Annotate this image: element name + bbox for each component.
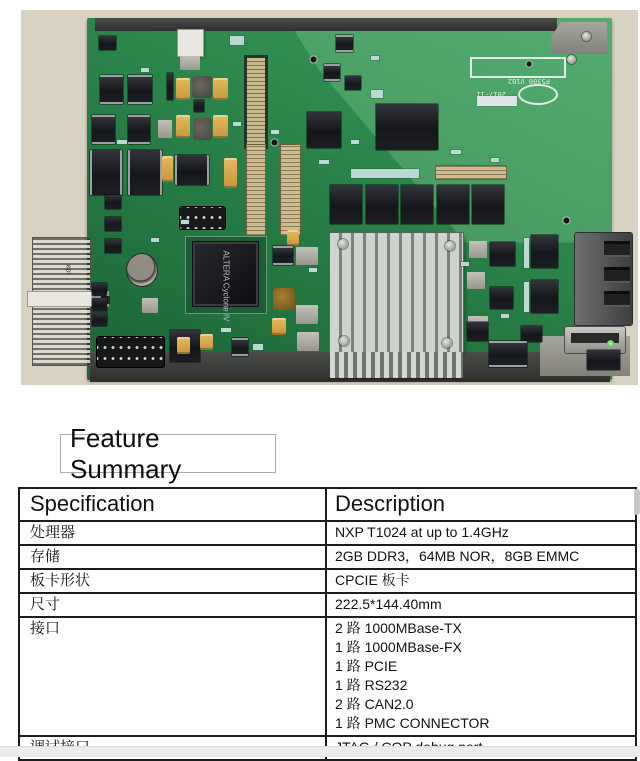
pcb-component (469, 241, 487, 258)
desc-line: 2 路 1000MBase-TX (335, 620, 462, 636)
pcb-component (524, 238, 529, 268)
ddr3-chip (401, 185, 433, 224)
led-green (607, 340, 614, 347)
cpu-heatsink-fins (330, 352, 463, 378)
pcb-component (253, 344, 263, 350)
flash-chip (376, 104, 438, 150)
pcb-component (521, 326, 542, 342)
pcb-component (351, 169, 419, 178)
desc-cell (325, 522, 635, 544)
desc-line: 2 路 CAN2.0 (335, 696, 414, 712)
pcb-component (233, 122, 241, 126)
card-top-rail (95, 18, 557, 31)
rj45-port (604, 241, 630, 257)
pcb-component (324, 64, 340, 81)
pcb-component (151, 238, 159, 242)
desc-line: NXP T1024 at up to 1.4GHz (335, 524, 509, 540)
spec-cell: 处理器 (30, 525, 76, 541)
pcb-component (176, 115, 190, 138)
rj45-port (604, 267, 630, 283)
rj45-dual-connector (575, 233, 632, 325)
pcb-component (92, 115, 115, 144)
pcb-component (92, 313, 107, 326)
pcb-component (194, 100, 204, 112)
pcb-component (567, 55, 576, 64)
desc-cell (325, 618, 635, 735)
rj45-port (604, 291, 630, 307)
pcb-component (213, 78, 228, 100)
pcb-component (461, 262, 469, 266)
table-row (20, 592, 635, 616)
idc-header-10pin (180, 207, 225, 229)
pcb-component (338, 239, 348, 249)
pcb-component (491, 158, 499, 162)
desc-line: 1 路 PMC CONNECTOR (335, 715, 490, 731)
pcb-component (467, 322, 488, 341)
connector-brand-label: ept (64, 264, 72, 275)
pcb-component (587, 350, 620, 370)
desc-line: 1 路 PCIE (335, 658, 398, 674)
pcb-component (117, 140, 127, 144)
desc-line: CPCIE 板卡 (335, 572, 410, 588)
table-row (20, 616, 635, 735)
pcb-component (128, 150, 162, 195)
pcb-component (128, 115, 150, 144)
pcb-component (100, 75, 123, 104)
spec-cell: 接口 (30, 621, 61, 637)
pmc-connector (281, 145, 300, 235)
pcb-component (105, 217, 121, 231)
desc-line: 2GB DDR3，64MB NOR，8GB EMMC (335, 548, 580, 564)
page-bottom-strip (0, 746, 640, 757)
pcb-component (176, 78, 190, 100)
silkscreen-box (470, 57, 566, 78)
ddr3-chip (437, 185, 469, 224)
pcb-component (175, 155, 209, 185)
ddr3-chip (472, 185, 504, 224)
desc-line: 222.5*144.40mm (335, 596, 442, 612)
pcb-component (297, 332, 319, 351)
pcb-component (105, 195, 121, 209)
pcb-component (309, 268, 317, 272)
pcb-component (582, 32, 591, 41)
pcb-component (193, 118, 212, 140)
pcb-component (273, 246, 293, 265)
pcb-component (501, 314, 509, 318)
pcb-component (309, 55, 318, 64)
pcb-component (142, 298, 158, 313)
pcb-component (181, 220, 189, 224)
pcb-component (531, 235, 558, 268)
pcb-component (230, 36, 244, 45)
pcb-component (224, 158, 237, 188)
pcb-component (213, 115, 228, 138)
pcb-component (141, 68, 149, 72)
desc-line: 1 路 RS232 (335, 677, 408, 693)
pcb-component (336, 35, 353, 52)
top-right-bracket (551, 22, 607, 54)
pcb-component (221, 328, 231, 332)
pcb-component (467, 272, 485, 289)
coin-battery-holder (127, 254, 157, 286)
pcb-component (489, 341, 527, 367)
crystal (158, 120, 172, 138)
pcb-component (562, 216, 571, 225)
pcb-component (436, 166, 506, 179)
desc-cell (325, 546, 635, 568)
pcb-component (128, 75, 152, 104)
header-specification: Specification (30, 491, 155, 516)
cpu-heatsink (330, 233, 463, 352)
pcb-component (442, 338, 452, 348)
scrollbar-thumb[interactable] (634, 489, 640, 515)
fpga-label: ALTERA Cyclone IV (221, 250, 231, 322)
pcb-component (490, 287, 513, 309)
pcb-component (351, 140, 359, 144)
spec-cell: 存储 (30, 549, 61, 565)
pcb-component (200, 334, 213, 350)
pcb-component (339, 336, 349, 346)
pcb-component (490, 242, 515, 266)
dip-switch (273, 288, 295, 310)
date-code-text: 2017-11 (476, 90, 506, 98)
pcb-component (99, 36, 116, 50)
desc-line: 1 路 1000MBase-FX (335, 639, 462, 655)
pcb-component (531, 280, 558, 313)
fpga-chip (195, 244, 256, 322)
table-header-row (20, 489, 635, 520)
pcb-component (287, 230, 299, 246)
page-title: Feature Summary (70, 422, 182, 484)
ddr3-chip (330, 185, 362, 224)
pcb-component (272, 318, 286, 335)
header-description: Description (325, 489, 635, 520)
desc-cell (325, 594, 635, 616)
pcb-photo (21, 10, 638, 385)
pcb-component (92, 283, 107, 296)
pcb-component (270, 138, 279, 147)
spec-cell: 板卡形状 (30, 573, 91, 589)
pmc-connector (247, 145, 265, 235)
table-row (20, 544, 635, 568)
pcb-component (232, 338, 248, 356)
brand-logo-icon (518, 84, 558, 105)
pcb-component (90, 150, 122, 195)
pcb-component (192, 76, 212, 98)
pcb-component (345, 76, 361, 90)
pcb-component (92, 298, 107, 311)
pcb-component (296, 305, 318, 324)
pcb-component (296, 247, 318, 265)
table-row (20, 520, 635, 544)
idc-header-16pin (97, 337, 164, 367)
desc-cell (325, 570, 635, 592)
pcb-component (451, 150, 461, 154)
pcb-component (445, 241, 455, 251)
ethernet-phy-chip (307, 112, 341, 148)
ddr3-chip (366, 185, 398, 224)
power-connector (178, 30, 203, 56)
pmc-connector (244, 55, 268, 149)
pcb-component (162, 156, 173, 182)
pcb-component (271, 130, 279, 134)
board-model-text: P5300_V1B2 (507, 77, 550, 85)
pcb-component (371, 90, 383, 98)
table-row (20, 568, 635, 592)
spec-table (18, 487, 637, 761)
pcb-component (524, 282, 529, 312)
pcb-component (319, 160, 329, 164)
pcb-component (177, 337, 190, 354)
jumper-header (167, 73, 173, 100)
pcb-component (371, 56, 379, 60)
pcb-component (180, 56, 200, 70)
pcb-component (105, 239, 121, 253)
spec-cell: 尺寸 (30, 597, 61, 613)
feature-summary-title-box (60, 422, 276, 484)
